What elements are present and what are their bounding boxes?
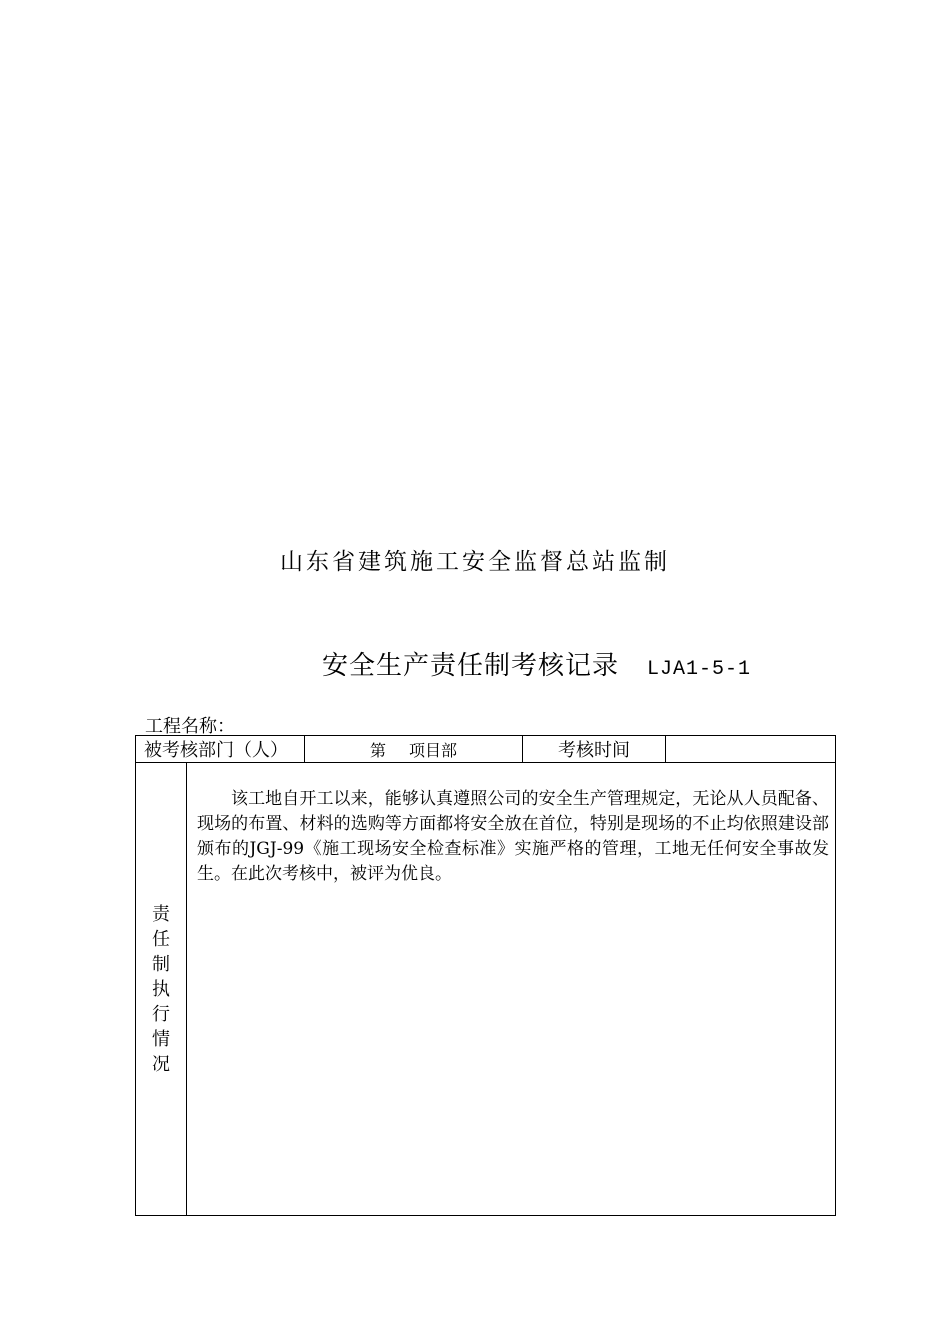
project-name-label: 工程名称： — [145, 716, 235, 737]
side-label-char: 况 — [152, 1053, 170, 1075]
title-main: 安全生产责任制考核记录 — [322, 651, 620, 681]
document-title — [322, 645, 751, 682]
responsibility-execution-label — [136, 763, 187, 1216]
assessment-time-label: 考核时间 — [523, 736, 666, 763]
assessed-department-label: 被考核部门（人） — [136, 736, 305, 763]
form-code: LJA1-5-1 — [647, 658, 752, 681]
side-label-char: 行 — [152, 1003, 170, 1025]
side-label-char: 任 — [152, 928, 170, 950]
side-label-char: 情 — [152, 1028, 170, 1050]
side-label-char: 执 — [152, 978, 170, 1000]
supervising-authority: 山东省建筑施工安全监督总站监制 — [280, 549, 670, 575]
side-label-char: 制 — [152, 953, 170, 975]
assessment-time-value[interactable] — [666, 736, 836, 763]
side-label-char: 责 — [152, 903, 170, 925]
assessment-record-table — [135, 735, 836, 1216]
responsibility-execution-content[interactable]: 该工地自开工以来，能够认真遵照公司的安全生产管理规定，无论从人员配备、现场的布置、材料的选购等方面都将安全放在首位，特别是现场的不止均依照建设部颁布的JGJ-99《施工现场安全检查标准》实施严格的管理，工地无任何安全事故发生。在此次考核中，被评为优良。 — [187, 763, 836, 1216]
assessed-department-value[interactable]: 第 项目部 — [305, 736, 523, 763]
body-row — [136, 763, 836, 1216]
header-row — [136, 736, 836, 763]
